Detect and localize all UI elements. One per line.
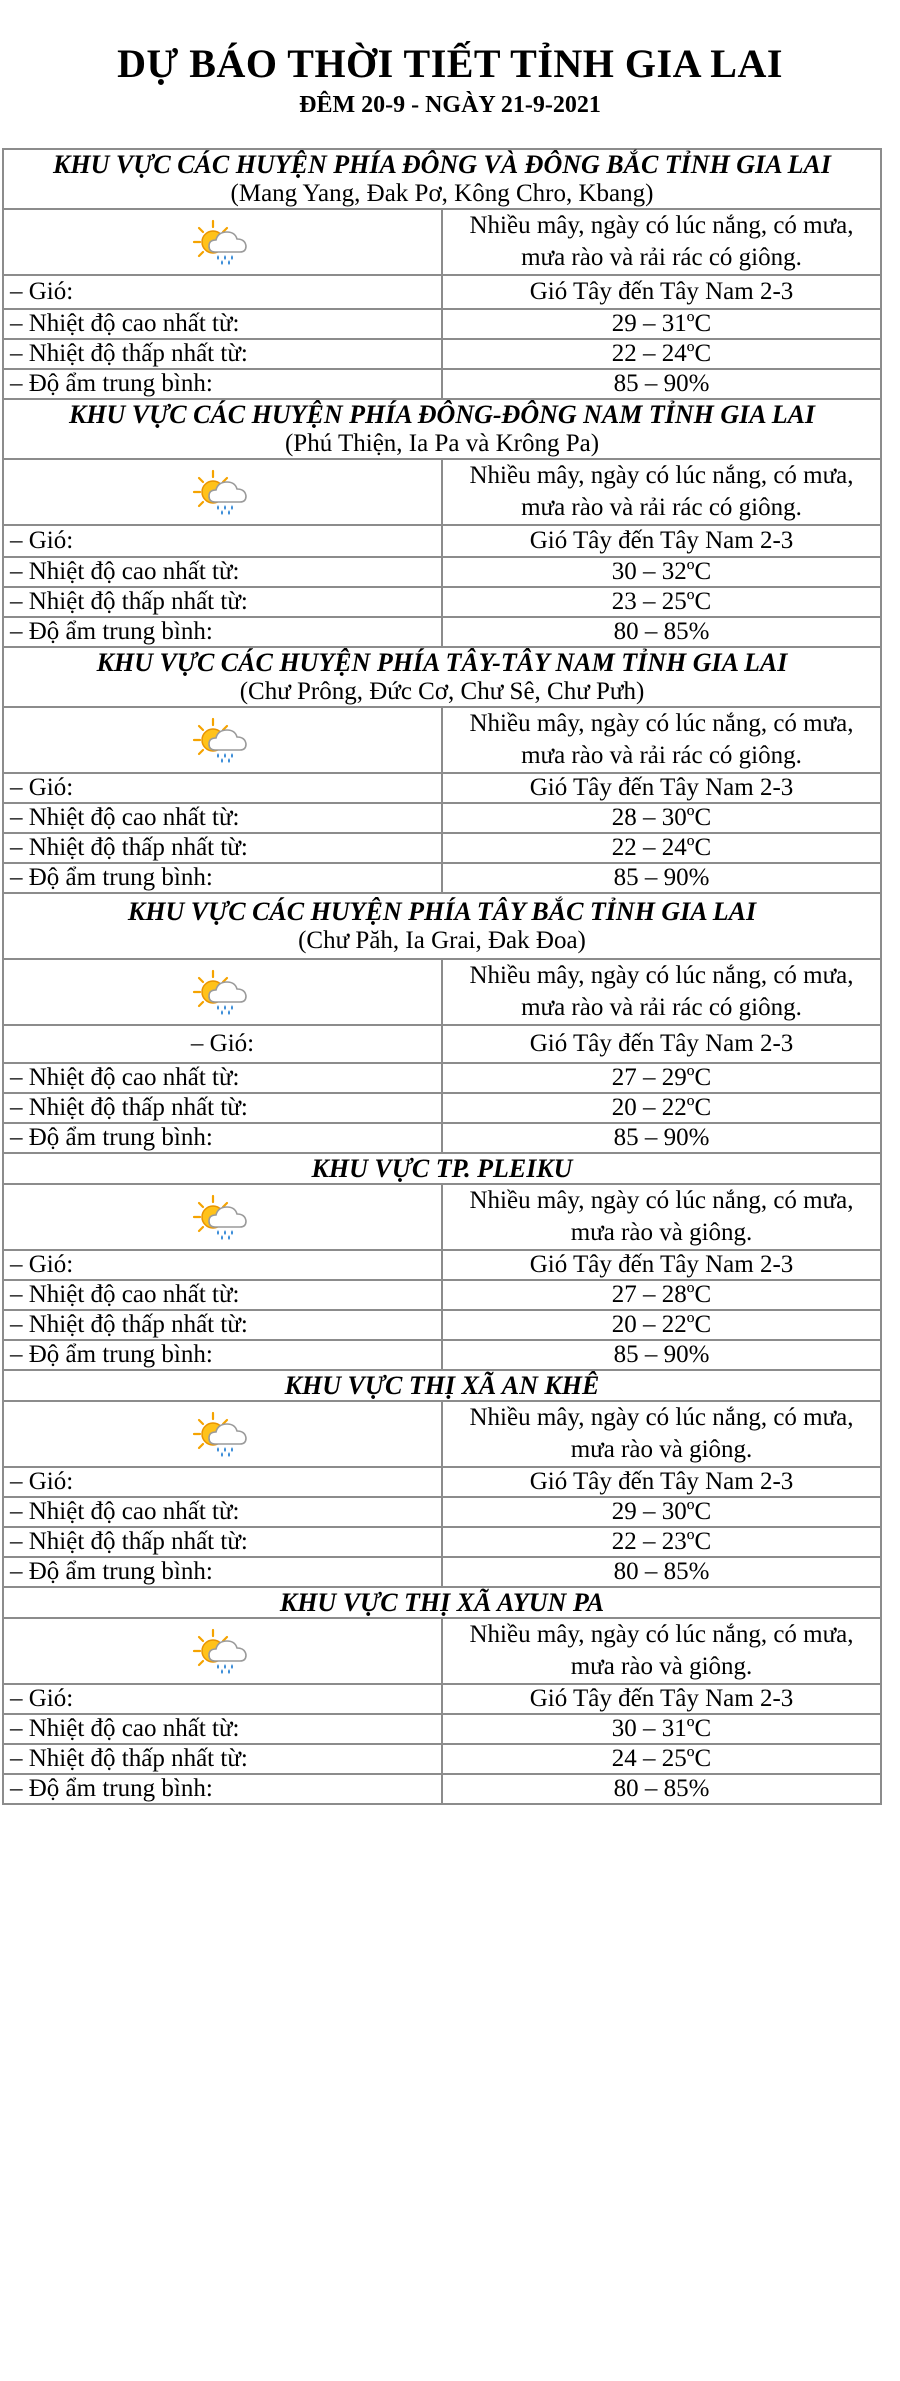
table-row	[3, 617, 881, 647]
weather-description-line: Nhiều mây, ngày có lúc nắng, có mưa,	[469, 710, 854, 737]
row-label: – Gió:	[3, 1025, 442, 1063]
table-row	[3, 1063, 881, 1093]
weather-description-line: Nhiều mây, ngày có lúc nắng, có mưa,	[469, 1621, 854, 1648]
table-row	[3, 1714, 881, 1744]
row-label: – Nhiệt độ cao nhất từ:	[3, 1714, 442, 1744]
table-row	[3, 1557, 881, 1587]
row-label: – Độ ẩm trung bình:	[3, 369, 442, 399]
weather-summary-row	[3, 1184, 881, 1250]
sun-cloud-rain-icon	[191, 1202, 255, 1229]
row-value: 30 – 32ºC	[442, 557, 881, 587]
row-label: – Nhiệt độ cao nhất từ:	[3, 1497, 442, 1527]
table-row	[3, 1527, 881, 1557]
table-row	[3, 863, 881, 893]
forecast-table	[2, 148, 882, 1805]
table-row	[3, 557, 881, 587]
region-title: KHU VỰC CÁC HUYỆN PHÍA TÂY BẮC TỈNH GIA LAI	[127, 897, 757, 926]
row-label: – Độ ẩm trung bình:	[3, 1123, 442, 1153]
weather-summary-row	[3, 459, 881, 525]
icon-cell	[3, 1184, 442, 1250]
row-label: – Gió:	[3, 1250, 442, 1280]
weather-description-line: mưa rào và rải rác có giông.	[521, 494, 802, 521]
row-label: – Nhiệt độ thấp nhất từ:	[3, 833, 442, 863]
region-title: KHU VỰC THỊ XÃ AN KHÊ	[284, 1371, 600, 1400]
weather-description	[442, 959, 881, 1025]
weather-description-line: Nhiều mây, ngày có lúc nắng, có mưa,	[469, 212, 854, 239]
icon-cell	[3, 959, 442, 1025]
weather-description-line: Nhiều mây, ngày có lúc nắng, có mưa,	[469, 1187, 854, 1214]
sun-cloud-rain-icon	[191, 227, 255, 254]
row-label: – Nhiệt độ thấp nhất từ:	[3, 1744, 442, 1774]
row-label: – Độ ẩm trung bình:	[3, 617, 442, 647]
weather-description-line: Nhiều mây, ngày có lúc nắng, có mưa,	[469, 462, 854, 489]
table-row	[3, 1250, 881, 1280]
region-header	[3, 1370, 881, 1401]
region-header	[3, 149, 881, 209]
row-value: 85 – 90%	[442, 863, 881, 893]
table-row	[3, 1774, 881, 1804]
row-value: 20 – 22ºC	[442, 1093, 881, 1123]
region-districts: (Mang Yang, Đak Pơ, Kông Chro, Kbang)	[230, 180, 654, 207]
weather-description	[442, 209, 881, 275]
row-label: – Nhiệt độ cao nhất từ:	[3, 1280, 442, 1310]
region-districts: (Phú Thiện, Ia Pa và Krông Pa)	[284, 430, 600, 457]
row-value: 22 – 23ºC	[442, 1527, 881, 1557]
table-row	[3, 1467, 881, 1497]
row-value: Gió Tây đến Tây Nam 2-3	[442, 1467, 881, 1497]
row-label: – Nhiệt độ cao nhất từ:	[3, 309, 442, 339]
forecast-table-body	[3, 149, 881, 1804]
region-header	[3, 1587, 881, 1618]
row-value: Gió Tây đến Tây Nam 2-3	[442, 525, 881, 557]
sun-cloud-rain-icon	[191, 1419, 255, 1446]
table-row	[3, 1310, 881, 1340]
weather-description-line: mưa rào và giông.	[570, 1436, 753, 1463]
row-label: – Nhiệt độ thấp nhất từ:	[3, 1093, 442, 1123]
table-row	[3, 1280, 881, 1310]
row-label: – Nhiệt độ cao nhất từ:	[3, 557, 442, 587]
region-title: KHU VỰC CÁC HUYỆN PHÍA TÂY-TÂY NAM TỈNH GIA LAI	[96, 648, 788, 677]
row-value: Gió Tây đến Tây Nam 2-3	[442, 773, 881, 803]
row-label: – Gió:	[3, 1467, 442, 1497]
region-header-row	[3, 893, 881, 959]
weather-description	[442, 1618, 881, 1684]
weather-description-line: mưa rào và rải rác có giông.	[521, 244, 802, 271]
region-header-row	[3, 1153, 881, 1184]
table-row	[3, 833, 881, 863]
row-label: – Độ ẩm trung bình:	[3, 863, 442, 893]
table-row	[3, 309, 881, 339]
weather-summary-row	[3, 209, 881, 275]
weather-description	[442, 1401, 881, 1467]
table-row	[3, 369, 881, 399]
row-value: Gió Tây đến Tây Nam 2-3	[442, 1025, 881, 1063]
region-title: KHU VỰC CÁC HUYỆN PHÍA ĐÔNG-ĐÔNG NAM TỈNH GIA LAI	[68, 400, 816, 429]
icon-cell	[3, 1401, 442, 1467]
row-label: – Gió:	[3, 1684, 442, 1714]
region-header	[3, 1153, 881, 1184]
region-header-row	[3, 647, 881, 707]
table-row	[3, 1744, 881, 1774]
row-value: 27 – 28ºC	[442, 1280, 881, 1310]
page-subtitle: ĐÊM 20-9 - NGÀY 21-9-2021	[299, 92, 601, 118]
region-header-row	[3, 1587, 881, 1618]
region-title: KHU VỰC TP. PLEIKU	[311, 1154, 573, 1183]
icon-cell	[3, 459, 442, 525]
weather-summary-row	[3, 707, 881, 773]
row-label: – Nhiệt độ thấp nhất từ:	[3, 339, 442, 369]
page-title: DỰ BÁO THỜI TIẾT TỈNH GIA LAI	[117, 41, 783, 86]
weather-summary-row	[3, 1401, 881, 1467]
table-row	[3, 1123, 881, 1153]
row-label: – Nhiệt độ cao nhất từ:	[3, 1063, 442, 1093]
sun-cloud-rain-icon	[191, 977, 255, 1004]
row-value: 27 – 29ºC	[442, 1063, 881, 1093]
row-value: 85 – 90%	[442, 1340, 881, 1370]
row-label: – Nhiệt độ cao nhất từ:	[3, 803, 442, 833]
row-value: 30 – 31ºC	[442, 1714, 881, 1744]
icon-cell	[3, 707, 442, 773]
table-row	[3, 339, 881, 369]
region-header-row	[3, 149, 881, 209]
region-header-row	[3, 1370, 881, 1401]
region-header-row	[3, 399, 881, 459]
row-label: – Gió:	[3, 525, 442, 557]
table-row	[3, 773, 881, 803]
row-value: 22 – 24ºC	[442, 339, 881, 369]
row-value: 85 – 90%	[442, 1123, 881, 1153]
row-label: – Độ ẩm trung bình:	[3, 1557, 442, 1587]
row-label: – Độ ẩm trung bình:	[3, 1774, 442, 1804]
weather-description-line: mưa rào và giông.	[570, 1219, 753, 1246]
row-value: 29 – 31ºC	[442, 309, 881, 339]
sun-cloud-rain-icon	[191, 477, 255, 504]
region-districts: (Chư Păh, Ia Grai, Đak Đoa)	[298, 927, 586, 954]
row-value: 24 – 25ºC	[442, 1744, 881, 1774]
region-title: KHU VỰC CÁC HUYỆN PHÍA ĐÔNG VÀ ĐÔNG BẮC TỈNH GIA LAI	[53, 150, 831, 179]
row-value: 28 – 30ºC	[442, 803, 881, 833]
region-title: KHU VỰC THỊ XÃ AYUN PA	[279, 1588, 605, 1617]
sun-cloud-rain-icon	[191, 1636, 255, 1663]
row-value: 29 – 30ºC	[442, 1497, 881, 1527]
row-value: 80 – 85%	[442, 617, 881, 647]
row-label: – Độ ẩm trung bình:	[3, 1340, 442, 1370]
icon-cell	[3, 209, 442, 275]
row-value: Gió Tây đến Tây Nam 2-3	[442, 275, 881, 309]
weather-description-line: mưa rào và rải rác có giông.	[521, 994, 802, 1021]
weather-description-line: Nhiều mây, ngày có lúc nắng, có mưa,	[469, 962, 854, 989]
weather-summary-row	[3, 1618, 881, 1684]
region-header	[3, 399, 881, 459]
row-value: Gió Tây đến Tây Nam 2-3	[442, 1684, 881, 1714]
region-header	[3, 647, 881, 707]
table-row	[3, 1340, 881, 1370]
row-label: – Nhiệt độ thấp nhất từ:	[3, 587, 442, 617]
weather-summary-row	[3, 959, 881, 1025]
icon-cell	[3, 1618, 442, 1684]
region-header	[3, 893, 881, 959]
row-value: 85 – 90%	[442, 369, 881, 399]
table-row	[3, 1025, 881, 1063]
weather-description-line: Nhiều mây, ngày có lúc nắng, có mưa,	[469, 1404, 854, 1431]
row-label: – Nhiệt độ thấp nhất từ:	[3, 1527, 442, 1557]
row-label: – Gió:	[3, 773, 442, 803]
row-value: 20 – 22ºC	[442, 1310, 881, 1340]
region-districts: (Chư Prông, Đức Cơ, Chư Sê, Chư Pưh)	[239, 678, 645, 705]
table-row	[3, 1684, 881, 1714]
table-row	[3, 525, 881, 557]
weather-description-line: mưa rào và rải rác có giông.	[521, 742, 802, 769]
table-row	[3, 275, 881, 309]
sun-cloud-rain-icon	[191, 725, 255, 752]
row-value: 22 – 24ºC	[442, 833, 881, 863]
weather-description	[442, 459, 881, 525]
table-row	[3, 587, 881, 617]
row-value: Gió Tây đến Tây Nam 2-3	[442, 1250, 881, 1280]
weather-description	[442, 707, 881, 773]
row-value: 80 – 85%	[442, 1774, 881, 1804]
weather-description-line: mưa rào và giông.	[570, 1653, 753, 1680]
row-label: – Gió:	[3, 275, 442, 309]
table-row	[3, 1497, 881, 1527]
row-value: 80 – 85%	[442, 1557, 881, 1587]
weather-description	[442, 1184, 881, 1250]
table-row	[3, 803, 881, 833]
table-row	[3, 1093, 881, 1123]
row-label: – Nhiệt độ thấp nhất từ:	[3, 1310, 442, 1340]
row-value: 23 – 25ºC	[442, 587, 881, 617]
